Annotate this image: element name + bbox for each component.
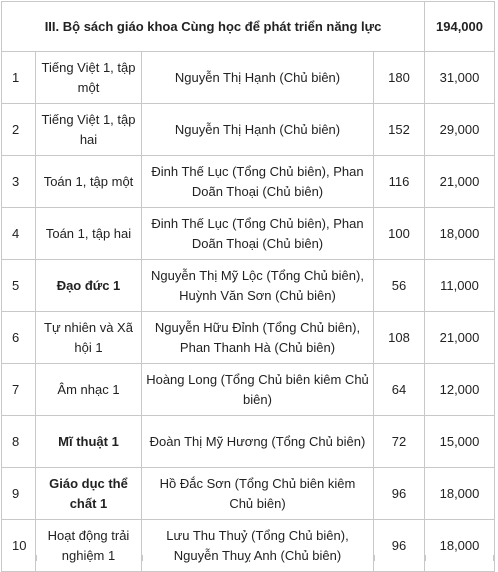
author-cell: Đinh Thế Lục (Tổng Chủ biên), Phan Doãn Thoại (Chủ biên) (142, 208, 374, 260)
book-title-cell: Hoạt động trải nghiệm 1 (36, 520, 142, 572)
page-count-cell: 108 (374, 312, 425, 364)
book-title-cell: Toán 1, tập một (36, 156, 142, 208)
price-cell: 18,000 (425, 468, 495, 520)
price-cell: 15,000 (425, 416, 495, 468)
book-title-cell: Âm nhạc 1 (36, 364, 142, 416)
book-title-cell: Giáo dục thể chất 1 (36, 468, 142, 520)
price-cell: 21,000 (425, 156, 495, 208)
page-count-cell: 180 (374, 52, 425, 104)
table-row (2, 52, 495, 104)
table-row (2, 312, 495, 364)
section-total-price: 194,000 (425, 2, 495, 52)
page-count-cell: 116 (374, 156, 425, 208)
row-number-cell: 4 (2, 208, 36, 260)
page-count-cell: 56 (374, 260, 425, 312)
author-cell: Nguyễn Thị Hạnh (Chủ biên) (142, 104, 374, 156)
author-cell: Nguyễn Hữu Đỉnh (Tổng Chủ biên), Phan Thanh Hà (Chủ biên) (142, 312, 374, 364)
table-row (2, 416, 495, 468)
page-count-cell: 100 (374, 208, 425, 260)
page-count-cell: 96 (374, 520, 425, 572)
row-number-cell: 10 (2, 520, 36, 572)
price-cell: 11,000 (425, 260, 495, 312)
author-cell: Nguyễn Thị Mỹ Lộc (Tổng Chủ biên), Huỳnh Văn Sơn (Chủ biên) (142, 260, 374, 312)
row-number-cell: 7 (2, 364, 36, 416)
price-cell: 31,000 (425, 52, 495, 104)
textbook-price-table (1, 1, 495, 572)
row-number-cell: 6 (2, 312, 36, 364)
section-title: III. Bộ sách giáo khoa Cùng học để phát triển năng lực (2, 2, 425, 52)
table-row (2, 260, 495, 312)
table-row (2, 104, 495, 156)
author-cell: Lưu Thu Thuỷ (Tổng Chủ biên), Nguyễn Thuỵ Anh (Chủ biên) (142, 520, 374, 572)
price-cell: 29,000 (425, 104, 495, 156)
author-cell: Đoàn Thị Mỹ Hương (Tổng Chủ biên) (142, 416, 374, 468)
section-header-row (2, 2, 495, 52)
table-row (2, 468, 495, 520)
book-title-cell: Toán 1, tập hai (36, 208, 142, 260)
book-title-cell: Tiếng Việt 1, tập hai (36, 104, 142, 156)
table-continuation-edge (1, 555, 494, 561)
row-number-cell: 2 (2, 104, 36, 156)
table-row (2, 156, 495, 208)
price-cell: 12,000 (425, 364, 495, 416)
table-row (2, 208, 495, 260)
book-title-cell: Tiếng Việt 1, tập một (36, 52, 142, 104)
page-count-cell: 96 (374, 468, 425, 520)
author-cell: Nguyễn Thị Hạnh (Chủ biên) (142, 52, 374, 104)
author-cell: Đinh Thế Lục (Tổng Chủ biên), Phan Doãn Thoại (Chủ biên) (142, 156, 374, 208)
row-number-cell: 1 (2, 52, 36, 104)
table-row (2, 364, 495, 416)
author-cell: Hồ Đắc Sơn (Tổng Chủ biên kiêm Chủ biên) (142, 468, 374, 520)
price-cell: 18,000 (425, 520, 495, 572)
row-number-cell: 3 (2, 156, 36, 208)
page-count-cell: 152 (374, 104, 425, 156)
row-number-cell: 5 (2, 260, 36, 312)
book-title-cell: Tự nhiên và Xã hội 1 (36, 312, 142, 364)
book-title-cell: Mĩ thuật 1 (36, 416, 142, 468)
page-count-cell: 72 (374, 416, 425, 468)
row-number-cell: 8 (2, 416, 36, 468)
page-count-cell: 64 (374, 364, 425, 416)
book-title-cell: Đạo đức 1 (36, 260, 142, 312)
author-cell: Hoàng Long (Tổng Chủ biên kiêm Chủ biên) (142, 364, 374, 416)
table-row (2, 520, 495, 572)
row-number-cell: 9 (2, 468, 36, 520)
price-cell: 18,000 (425, 208, 495, 260)
price-cell: 21,000 (425, 312, 495, 364)
